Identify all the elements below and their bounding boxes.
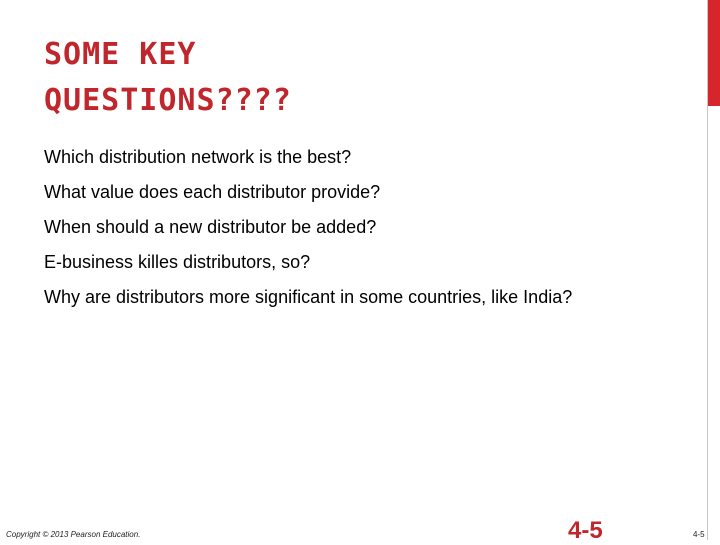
slide-title-line-1: SOME KEY xyxy=(44,37,197,72)
question-item-1: Which distribution network is the best? xyxy=(44,147,352,167)
slide-title xyxy=(44,32,644,124)
page-number-large: 4-5 xyxy=(568,517,603,544)
slide-title-line-2: QUESTIONS???? xyxy=(44,83,292,118)
question-item-3: When should a new distributor be added? xyxy=(44,217,377,237)
question-item-5: Why are distributors more significant in some countries, like India? xyxy=(44,287,573,307)
page-number-small: 4-5 xyxy=(693,530,705,539)
question-item-2: What value does each distributor provide? xyxy=(44,182,381,202)
copyright-footer: Copyright © 2013 Pearson Education. xyxy=(6,530,141,539)
red-accent-bar xyxy=(708,0,720,106)
question-list xyxy=(44,145,644,320)
question-item-4: E-business killes distributors, so? xyxy=(44,252,311,272)
